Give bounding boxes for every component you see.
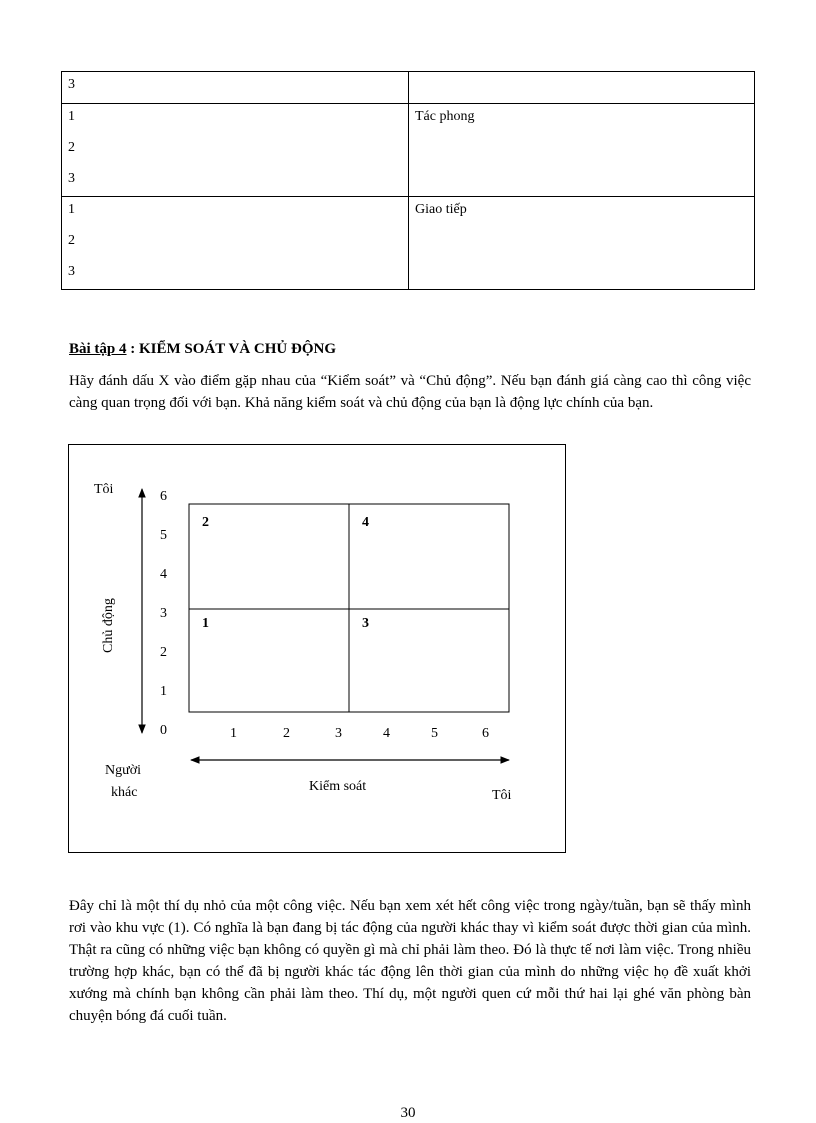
table-cell-value: 1 <box>68 202 75 217</box>
x-left-label: khác <box>111 785 138 800</box>
y-axis-title: Chủ động <box>101 598 116 653</box>
table-cell-value: 2 <box>68 140 75 155</box>
exercise-heading <box>69 341 336 358</box>
table-cell-value: 3 <box>68 77 75 92</box>
x-tick-label: 6 <box>482 726 489 741</box>
y-tick-label: 4 <box>160 567 167 582</box>
quadrant-label-top-right: 4 <box>362 515 369 530</box>
page-number: 30 <box>400 1105 416 1121</box>
body-paragraph: Đây chỉ là một thí dụ nhỏ của một công việc. Nếu bạn xem xét hết công việc trong ngày/tuần, bạn sẽ thấy mình rơi vào khu vực (1). Có nghĩa là bạn đang bị tác động của người khác thay vì kiểm soát được thời gian của mình. Thật ra cũng có những việc bạn không có quyền gì mà chỉ phải làm theo. Đó là thực tế nơi làm việc. Trong nhiều trường hợp khác, bạn có thể đã bị người khác tác động lên thời gian của mình do những việc họ đề xuất khởi xướng mà chính bạn không cần phải làm theo. Thí dụ, một người quen cứ mỗi thứ hai lại ghé văn phòng bàn chuyện bóng đá cuối tuần. <box>69 898 751 1024</box>
table-cell-left <box>62 197 409 290</box>
table-cell-value: 3 <box>68 171 75 186</box>
quadrant-diagram <box>69 445 565 852</box>
y-tick-label: 1 <box>160 684 167 699</box>
table-cell-left <box>62 104 409 197</box>
exercise-separator: : <box>126 341 140 357</box>
table-cell-left <box>62 72 409 104</box>
quadrant-label-top-left: 2 <box>202 515 209 530</box>
x-tick-label: 2 <box>283 726 290 741</box>
y-tick-label: 2 <box>160 645 167 660</box>
x-axis-title: Kiểm soát <box>309 779 367 794</box>
x-left-label: Người <box>105 763 141 778</box>
evaluation-table <box>61 71 755 290</box>
table-cell-value: 3 <box>68 264 75 279</box>
table-row <box>62 197 755 290</box>
x-tick-label: 1 <box>230 726 237 741</box>
exercise-instructions: Hãy đánh dấu X vào điểm gặp nhau của “Kiểm soát” và “Chủ động”. Nếu bạn đánh giá càng cao thì công việc càng quan trọng đối với bạn. Khả năng kiểm soát và chủ động của bạn là động lực chính của bạn. <box>69 373 751 411</box>
y-tick-label: 0 <box>160 723 167 738</box>
quadrant-label-bottom-right: 3 <box>362 616 369 631</box>
x-tick-label: 3 <box>335 726 342 741</box>
table-row <box>62 104 755 197</box>
table-cell-right <box>409 72 755 104</box>
exercise-title: KIỂM SOÁT VÀ CHỦ ĐỘNG <box>139 341 336 357</box>
table-row <box>62 72 755 104</box>
x-tick-label: 4 <box>383 726 390 741</box>
table-cell-right: Giao tiếp <box>409 197 755 290</box>
y-tick-label: 5 <box>160 528 167 543</box>
table-cell-value: 2 <box>68 233 75 248</box>
x-right-label: Tôi <box>492 788 512 803</box>
y-tick-label: 6 <box>160 489 167 504</box>
table-cell-value: 1 <box>68 109 75 124</box>
y-tick-label: 3 <box>160 606 167 621</box>
control-initiative-figure <box>68 444 566 853</box>
y-top-label: Tôi <box>94 482 114 497</box>
table-cell-right: Tác phong <box>409 104 755 197</box>
x-tick-label: 5 <box>431 726 438 741</box>
quadrant-label-bottom-left: 1 <box>202 616 209 631</box>
exercise-label: Bài tập 4 <box>69 341 127 357</box>
